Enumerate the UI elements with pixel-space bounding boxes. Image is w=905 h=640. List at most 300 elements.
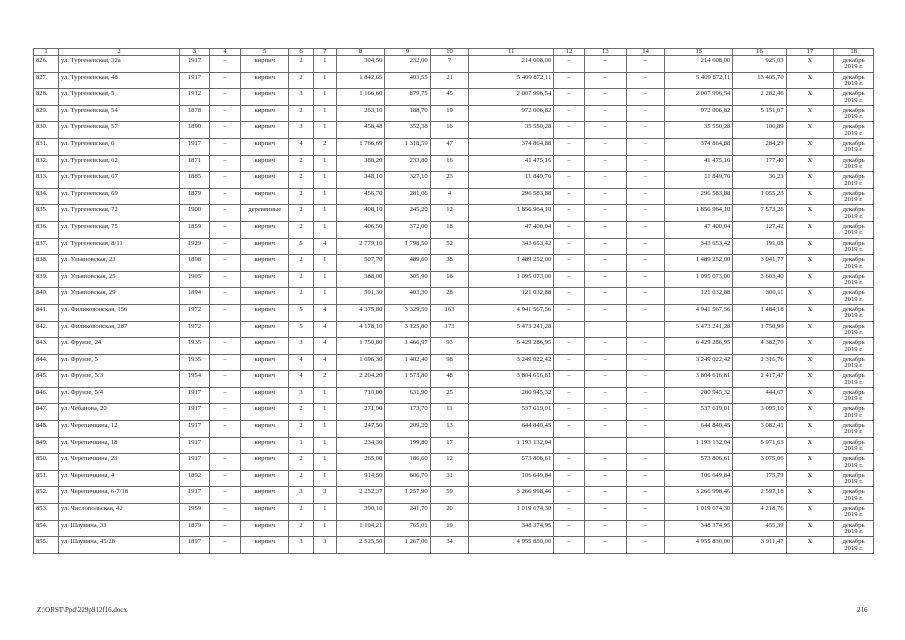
deadline-month: декабрь [842,139,865,147]
cell-c11: 644 840,45 [469,421,554,438]
cell-a8: 265,00 [336,454,385,471]
cell-a8: 1 166,60 [336,89,385,106]
cell-c17: X [786,470,834,487]
cell-year: 1917 [180,421,209,438]
cell-a9: 232,00 [385,56,430,73]
cell-a9: 631,90 [385,387,430,404]
cell-c13: – [584,537,626,554]
cell-year: 1892 [180,470,209,487]
cell-c17: X [786,288,834,305]
cell-fl: 4 [289,371,314,388]
cell-a8: 456,70 [336,188,385,205]
cell-deadline [834,537,874,554]
cell-deadline [834,188,874,205]
cell-mat: кирпич [241,172,289,189]
cell-en: 4 [313,238,336,255]
column-number-row [34,49,874,56]
cell-year: 1871 [180,155,209,172]
cell-c13 [584,437,626,454]
column-number: 11 [469,49,554,56]
cell-c13: – [584,371,626,388]
cell-c4 [209,321,241,338]
cell-c12: – [554,288,585,305]
cell-c17: X [786,72,834,89]
cell-c4: – [209,371,241,388]
cell-en: 4 [313,338,336,355]
cell-c12: – [554,404,585,421]
cell-addr: ул. Черепичкина, 23 [58,454,179,471]
deadline-year: 2019 г. [844,362,863,370]
cell-deadline [834,371,874,388]
cell-a8: 388,00 [336,271,385,288]
cell-c13: – [584,387,626,404]
deadline-month: декабрь [842,222,865,230]
cell-c17: X [786,205,834,222]
column-number: 5 [241,49,289,56]
cell-addr: ул. Ульяновская, 25 [58,271,179,288]
cell-c12: – [554,105,585,122]
cell-c4: – [209,520,241,537]
document-file-path: Z:\ORST\Ppd\229p912f16.docx [37,606,128,614]
cell-c16: 3 082,41 [733,421,786,438]
deadline-month: декабрь [842,106,865,114]
column-number: 15 [665,49,733,56]
cell-a9: 1 573,80 [385,371,430,388]
cell-a9: 1 267,00 [385,537,430,554]
cell-deadline [834,504,874,521]
cell-c15: 280 945,32 [665,387,733,404]
cell-c11: 343 653,42 [469,238,554,255]
cell-c10: 18 [430,221,469,238]
deadline-year: 2019 г. [844,279,863,287]
deadline-year: 2019 г. [844,312,863,320]
cell-en: 1 [313,504,336,521]
cell-c4: – [209,271,241,288]
cell-c15: 1 019 674,30 [665,504,733,521]
cell-n: 855. [34,537,59,554]
cell-n: 853. [34,504,59,521]
cell-a8: 1 750,80 [336,338,385,355]
cell-c11: 374 864,88 [469,138,554,155]
cell-year: 1917 [180,56,209,73]
cell-c15: 343 653,42 [665,238,733,255]
cell-addr: ул. Ульяновская, 29 [58,288,179,305]
cell-c11: 1 019 674,30 [469,504,554,521]
cell-c10: 98 [430,354,469,371]
cell-c4: – [209,122,241,139]
cell-c15: 1 095 073,00 [665,271,733,288]
deadline-year: 2019 г. [844,146,863,154]
cell-c14: – [626,122,665,139]
cell-c13: – [584,105,626,122]
cell-n: 854. [34,520,59,537]
cell-c11: 3 266 998,46 [469,487,554,504]
cell-a9: 606,70 [385,470,430,487]
deadline-year: 2019 г. [844,494,863,502]
cell-a9: 372,00 [385,221,430,238]
cell-c14: – [626,188,665,205]
cell-c14: – [626,105,665,122]
cell-mat: кирпич [241,537,289,554]
cell-c10: 52 [430,238,469,255]
cell-c14: – [626,387,665,404]
cell-addr: ул. Фрунзе, 5 [58,354,179,371]
deadline-year: 2019 г. [844,129,863,137]
cell-c12: – [554,56,585,73]
deadline-month: декабрь [842,438,865,446]
cell-c4: – [209,56,241,73]
cell-a8: 2 779,10 [336,238,385,255]
cell-en: 1 [313,105,336,122]
cell-a8: 1 766,69 [336,138,385,155]
cell-a8: 2 525,50 [336,537,385,554]
cell-a8: 390,10 [336,504,385,521]
cell-deadline [834,404,874,421]
cell-n: 830. [34,122,59,139]
cell-c12: – [554,188,585,205]
table-row [34,520,874,537]
cell-a9: 281,06 [385,188,430,205]
cell-c13: – [584,271,626,288]
cell-fl: 2 [289,56,314,73]
table-row [34,238,874,255]
cell-c17: X [786,56,834,73]
table-row [34,454,874,471]
cell-fl: 2 [289,271,314,288]
cell-fl: 3 [289,537,314,554]
cell-c12: – [554,421,585,438]
cell-c14: – [626,487,665,504]
cell-a9: 489,60 [385,255,430,272]
cell-c14: – [626,537,665,554]
cell-mat: кирпич [241,188,289,205]
deadline-year: 2019 г. [844,461,863,469]
deadline-month: декабрь [842,123,865,131]
cell-year: 1917 [180,404,209,421]
deadline-year: 2019 г. [844,328,863,336]
cell-c4: – [209,105,241,122]
cell-deadline [834,354,874,371]
cell-c13: – [584,421,626,438]
cell-deadline [834,155,874,172]
table-row [34,105,874,122]
cell-addr: ул. Тургеневская, 69 [58,188,179,205]
cell-c12: – [554,122,585,139]
cell-fl: 4 [289,138,314,155]
cell-c16: 3 603,40 [733,271,786,288]
cell-n: 848. [34,421,59,438]
deadline-month: декабрь [842,388,865,396]
cell-deadline [834,172,874,189]
cell-mat: кирпич [241,520,289,537]
cell-c10: 16 [430,155,469,172]
cell-deadline [834,221,874,238]
cell-a9: 199,80 [385,437,430,454]
cell-fl: 2 [289,172,314,189]
cell-c12: – [554,72,585,89]
cell-c16: 4 218,76 [733,504,786,521]
cell-deadline [834,89,874,106]
cell-c16: 925,03 [733,56,786,73]
cell-year: 1905 [180,271,209,288]
cell-c14 [626,321,665,338]
cell-n: 836. [34,221,59,238]
cell-deadline [834,321,874,338]
cell-fl: 1 [289,437,314,454]
cell-a8: 2 252,37 [336,487,385,504]
cell-c13: – [584,221,626,238]
cell-year: 1885 [180,172,209,189]
cell-c15: 47 400,04 [665,221,733,238]
cell-a8: 458,48 [336,122,385,139]
cell-c12: – [554,537,585,554]
column-number: 7 [313,49,336,56]
cell-mat: кирпич [241,437,289,454]
cell-c12: – [554,454,585,471]
cell-c17: X [786,454,834,471]
cell-a9: 403,30 [385,288,430,305]
cell-a9: 305,90 [385,271,430,288]
cell-mat: кирпич [241,387,289,404]
cell-mat: кирпич [241,404,289,421]
cell-c15: 106 649,84 [665,470,733,487]
cell-en: 4 [313,304,336,321]
deadline-year: 2019 г. [844,80,863,87]
cell-year: 1890 [180,122,209,139]
cell-c16: 3 075,06 [733,454,786,471]
cell-c16: 3 041,77 [733,255,786,272]
cell-c4: – [209,304,241,321]
cell-fl: 2 [289,105,314,122]
cell-deadline [834,288,874,305]
cell-year: 1935 [180,338,209,355]
cell-c14: – [626,421,665,438]
cell-c17: X [786,338,834,355]
cell-fl: 3 [289,338,314,355]
table-row [34,321,874,338]
cell-a8: 591,30 [336,288,385,305]
cell-c12: – [554,387,585,404]
cell-c10: 163 [430,304,469,321]
cell-c4: – [209,454,241,471]
cell-n: 846. [34,387,59,404]
cell-en: 1 [313,288,336,305]
cell-addr: ул. Тургеневская, 6 [58,138,179,155]
cell-n: 850. [34,454,59,471]
table-row [34,387,874,404]
cell-c17: X [786,255,834,272]
cell-c17: X [786,321,834,338]
cell-n: 851. [34,470,59,487]
cell-c13: – [584,504,626,521]
cell-year: 1929 [180,238,209,255]
cell-fl: 2 [289,72,314,89]
cell-c10: 12 [430,454,469,471]
cell-c16: 5 971,63 [733,437,786,454]
cell-c15: 41 475,16 [665,155,733,172]
column-number: 2 [58,49,179,56]
cell-fl: 2 [289,404,314,421]
cell-c16: 177,40 [733,155,786,172]
cell-c17: X [786,188,834,205]
cell-c15: 1 489 252,00 [665,255,733,272]
table-row [34,421,874,438]
cell-c13: – [584,520,626,537]
cell-c13: – [584,487,626,504]
cell-en: 1 [313,387,336,404]
cell-c15: 348 374,95 [665,520,733,537]
cell-mat: кирпич [241,56,289,73]
cell-a9: 209,20 [385,421,430,438]
cell-c13: – [584,255,626,272]
deadline-month: декабрь [842,173,865,181]
deadline-year: 2019 г. [844,96,863,104]
cell-a8: 4 178,10 [336,321,385,338]
cell-c4: – [209,155,241,172]
cell-c10: 34 [430,537,469,554]
cell-c4: – [209,504,241,521]
cell-en: 1 [313,172,336,189]
cell-mat: кирпич [241,138,289,155]
deadline-year: 2019 г. [844,411,863,419]
cell-c15: 4 955 830,00 [665,537,733,554]
cell-c17: X [786,354,834,371]
cell-c17: X [786,404,834,421]
cell-c16: 100,89 [733,122,786,139]
cell-c4: – [209,205,241,222]
cell-c17: X [786,537,834,554]
cell-c16: 1 484,18 [733,304,786,321]
deadline-month: декабрь [842,505,865,513]
deadline-month: декабрь [842,405,865,413]
cell-c12 [554,437,585,454]
cell-mat: кирпич [241,238,289,255]
cell-c12: – [554,338,585,355]
cell-c16: 127,42 [733,221,786,238]
cell-deadline [834,487,874,504]
cell-en: 1 [313,155,336,172]
cell-year: 1935 [180,354,209,371]
cell-addr: ул. Тургеневская, 5 [58,89,179,106]
cell-addr: ул. Черепичкина, 6-7/18 [58,487,179,504]
table-row [34,470,874,487]
cell-mat: кирпич [241,504,289,521]
cell-year: 1917 [180,387,209,404]
column-number: 18 [834,49,874,56]
cell-c11: 296 583,88 [469,188,554,205]
cell-c11: 4 955 830,00 [469,537,554,554]
cell-c10: 13 [430,421,469,438]
cell-year: 1917 [180,487,209,504]
cell-c15: 374 864,88 [665,138,733,155]
cell-c16: 13 405,70 [733,72,786,89]
cell-c14: – [626,221,665,238]
cell-c17: X [786,221,834,238]
cell-fl: 2 [289,470,314,487]
cell-year: 1954 [180,371,209,388]
cell-c11: 3 249 022,42 [469,354,554,371]
deadline-year: 2019 г. [844,162,863,170]
cell-c13: – [584,238,626,255]
cell-c10: 47 [430,138,469,155]
table-row [34,504,874,521]
cell-n: 838. [34,255,59,272]
cell-c17: X [786,304,834,321]
cell-addr: ул. Тургеневская, 8/11 [58,238,179,255]
column-number: 16 [733,49,786,56]
cell-year: 1917 [180,437,209,454]
deadline-year: 2019 г. [844,295,863,303]
cell-c11: 348 374,95 [469,520,554,537]
cell-c12: – [554,138,585,155]
deadline-year: 2019 г. [844,113,863,121]
cell-a9: 245,20 [385,205,430,222]
cell-c15: 1 856 964,10 [665,205,733,222]
cell-c11: 3 804 616,81 [469,371,554,388]
cell-c10: 173 [430,321,469,338]
deadline-month: декабрь [842,289,865,297]
cell-deadline [834,437,874,454]
cell-c10: 4 [430,188,469,205]
cell-c4: – [209,487,241,504]
cell-year: 1894 [180,288,209,305]
cell-c13: – [584,122,626,139]
cell-fl: 2 [289,221,314,238]
cell-mat: кирпич [241,454,289,471]
cell-c13: – [584,56,626,73]
cell-a8: 247,50 [336,421,385,438]
cell-deadline [834,72,874,89]
cell-c10: 31 [430,470,469,487]
cell-mat: кирпич [241,89,289,106]
cell-c12: – [554,255,585,272]
cell-a9: 3 329,50 [385,304,430,321]
cell-fl: 2 [289,504,314,521]
deadline-year: 2019 г. [844,179,863,187]
cell-c11: 41 475,16 [469,155,554,172]
cell-addr: ул. Тургеневская, 48 [58,72,179,89]
cell-c12: – [554,205,585,222]
cell-c4: – [209,221,241,238]
cell-c12: – [554,504,585,521]
cell-deadline [834,238,874,255]
cell-addr: ул. Чебанова, 20 [58,404,179,421]
cell-en: 4 [313,321,336,338]
deadline-month: декабрь [842,521,865,529]
cell-en: 1 [313,470,336,487]
cell-c15: 537 619,01 [665,404,733,421]
cell-c4: – [209,288,241,305]
cell-deadline [834,387,874,404]
cell-c17: X [786,138,834,155]
cell-c14: – [626,354,665,371]
cell-en: 1 [313,454,336,471]
cell-c16: 36,23 [733,172,786,189]
cell-n: 834. [34,188,59,205]
cell-c17: X [786,238,834,255]
cell-c13: – [584,72,626,89]
cell-c11: 280 945,32 [469,387,554,404]
cell-c17: X [786,155,834,172]
cell-c15: 5 409 872,11 [665,72,733,89]
table-row [34,255,874,272]
cell-fl: 3 [289,487,314,504]
cell-year: 1917 [180,72,209,89]
cell-c15: 3 266 998,46 [665,487,733,504]
cell-c4: – [209,421,241,438]
cell-a9: 1 402,40 [385,354,430,371]
cell-c14: – [626,56,665,73]
